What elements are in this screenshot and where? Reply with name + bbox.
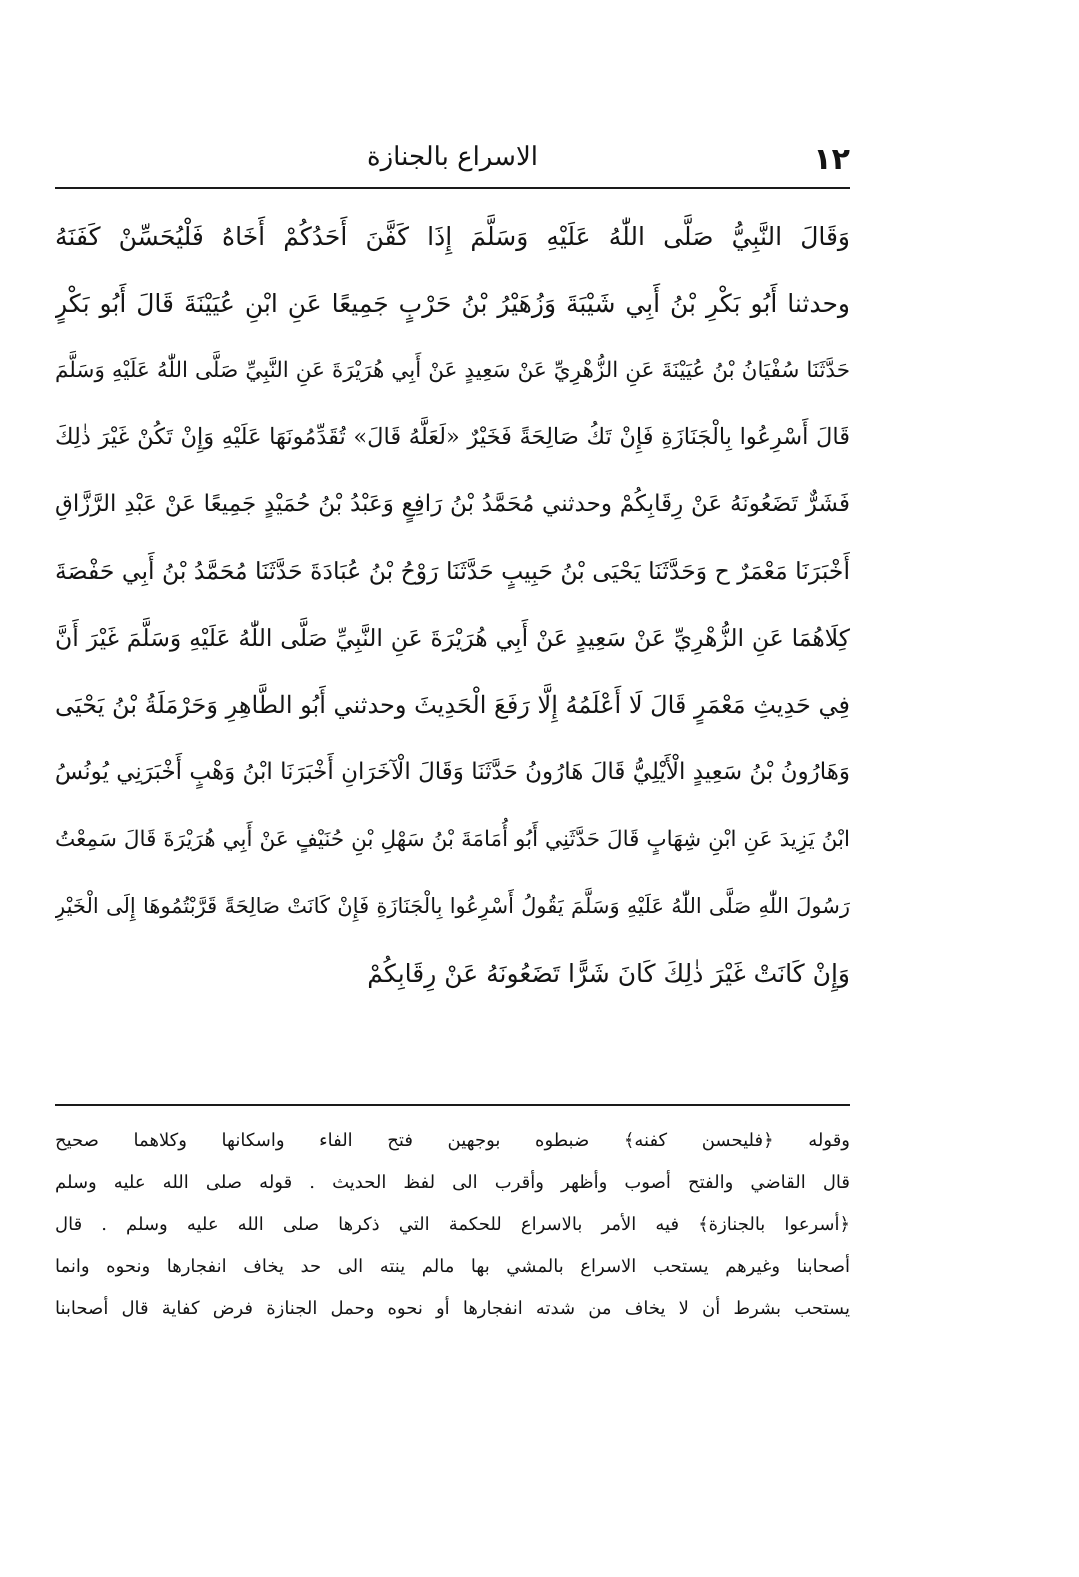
running-title: الاسراع بالجنازة [367, 142, 538, 172]
commentary-line: ﴿أسرعوا بالجنازة﴾ فيه الأمر بالاسراع للحكمة التي ذكرها صلى الله عليه وسلم . قال [55, 1214, 850, 1235]
text-line: فَشَرٌّ تَضَعُونَهُ عَنْ رِقَابِكُمْ وحدثني مُحَمَّدُ بْنُ رَافِعٍ وَعَبْدُ بْنُ حُمَيْدٍ جَمِيعًا عَنْ عَبْدِ الرَّزَّاقِ [55, 491, 850, 517]
text-line: وَهَارُونُ بْنُ سَعِيدٍ الْأَيْلِيُّ قَالَ هَارُونُ حَدَّثَنَا وَقَالَ الْآخَرَانِ أَخْبَرَنَا ابْنُ وَهْبٍ أَخْبَرَنِي يُونُسُ [55, 759, 850, 785]
text-line: ابْنُ يَزِيدَ عَنِ ابْنِ شِهَابٍ قَالَ حَدَّثَنِي أَبُو أُمَامَةَ بْنُ سَهْلِ بْنِ حُنَيْفٍ عَنْ أَبِي هُرَيْرَةَ قَالَ سَمِعْتُ [55, 827, 850, 852]
hadith-text [55, 203, 850, 1007]
commentary-line: قال القاضي والفتح أصوب وأظهر وأقرب الى لفظ الحديث . قوله صلى الله عليه وسلم [55, 1172, 850, 1193]
text-line: وَقَالَ النَّبِيُّ صَلَّى اللّٰهُ عَلَيْهِ وَسَلَّمَ إِذَا كَفَّنَ أَحَدُكُمْ أَخَاهُ فَلْيُحَسِّنْ كَفَنَهُ [55, 222, 850, 251]
page-number: ١٢ [813, 142, 850, 177]
text-line: قَالَ أَسْرِعُوا بِالْجَنَازَةِ فَإِنْ تَكُ صَالِحَةً فَخَيْرٌ «لَعَلَّهُ قَالَ» تُقَدِّمُونَهَا عَلَيْهِ وَإِنْ تَكُنْ غَيْرَ ذٰلِكَ [55, 424, 850, 450]
text-line: وَإِنْ كَانَتْ غَيْرَ ذٰلِكَ كَانَ شَرًّا تَضَعُونَهُ عَنْ رِقَابِكُمْ [367, 959, 850, 988]
commentary-line: وقوله ﴿فليحسن كفنه﴾ ضبطوه بوجهين فتح الفاء واسكانها وكلاهما صحيح [55, 1130, 850, 1151]
page-header [55, 138, 850, 186]
text-line: وحدثنا أَبُو بَكْرِ بْنُ أَبِي شَيْبَةَ وَزُهَيْرُ بْنُ حَرْبٍ جَمِيعًا عَنِ ابْنِ عُيَيْنَةَ قَالَ أَبُو بَكْرٍ [55, 289, 850, 318]
commentary-rule [55, 1104, 850, 1106]
text-line: أَخْبَرَنَا مَعْمَرٌ ح وَحَدَّثَنَا يَحْيَى بْنُ حَبِيبٍ حَدَّثَنَا رَوْحُ بْنُ عُبَادَةَ حَدَّثَنَا مُحَمَّدُ بْنُ أَبِي حَفْصَةَ [55, 557, 850, 585]
commentary-line: أصحابنا وغيرهم يستحب الاسراع بالمشي بها مالم ينته الى حد يخاف انفجارها ونحوه وانما [55, 1256, 850, 1277]
header-rule [55, 187, 850, 189]
text-line: رَسُولَ اللّٰهِ صَلَّى اللّٰهُ عَلَيْهِ وَسَلَّمَ يَقُولُ أَسْرِعُوا بِالْجَنَازَةِ فَإِنْ كَانَتْ صَالِحَةً قَرَّبْتُمُوهَا إِلَى الْخَيْرِ [55, 894, 850, 918]
commentary-text [55, 1120, 850, 1330]
text-line: حَدَّثَنَا سُفْيَانُ بْنُ عُيَيْنَةَ عَنِ الزُّهْرِيِّ عَنْ سَعِيدٍ عَنْ أَبِي هُرَيْرَةَ عَنِ النَّبِيِّ صَلَّى اللّٰهُ عَلَيْهِ وَسَلَّمَ [55, 358, 850, 383]
commentary-line: يستحب بشرط أن لا يخاف من شدته انفجارها أو نحوه وحمل الجنازة فرض كفاية قال أصحابنا [55, 1298, 850, 1319]
text-line: كِلَاهُمَا عَنِ الزُّهْرِيِّ عَنْ سَعِيدٍ عَنْ أَبِي هُرَيْرَةَ عَنِ النَّبِيِّ صَلَّى اللّٰهُ عَلَيْهِ وَسَلَّمَ غَيْرَ أَنَّ [55, 624, 850, 652]
text-line: فِي حَدِيثِ مَعْمَرٍ قَالَ لَا أَعْلَمُهُ إِلَّا رَفَعَ الْحَدِيثَ وحدثني أَبُو الطَّاهِرِ وَحَرْمَلَةُ بْنُ يَحْيَى [55, 691, 850, 719]
